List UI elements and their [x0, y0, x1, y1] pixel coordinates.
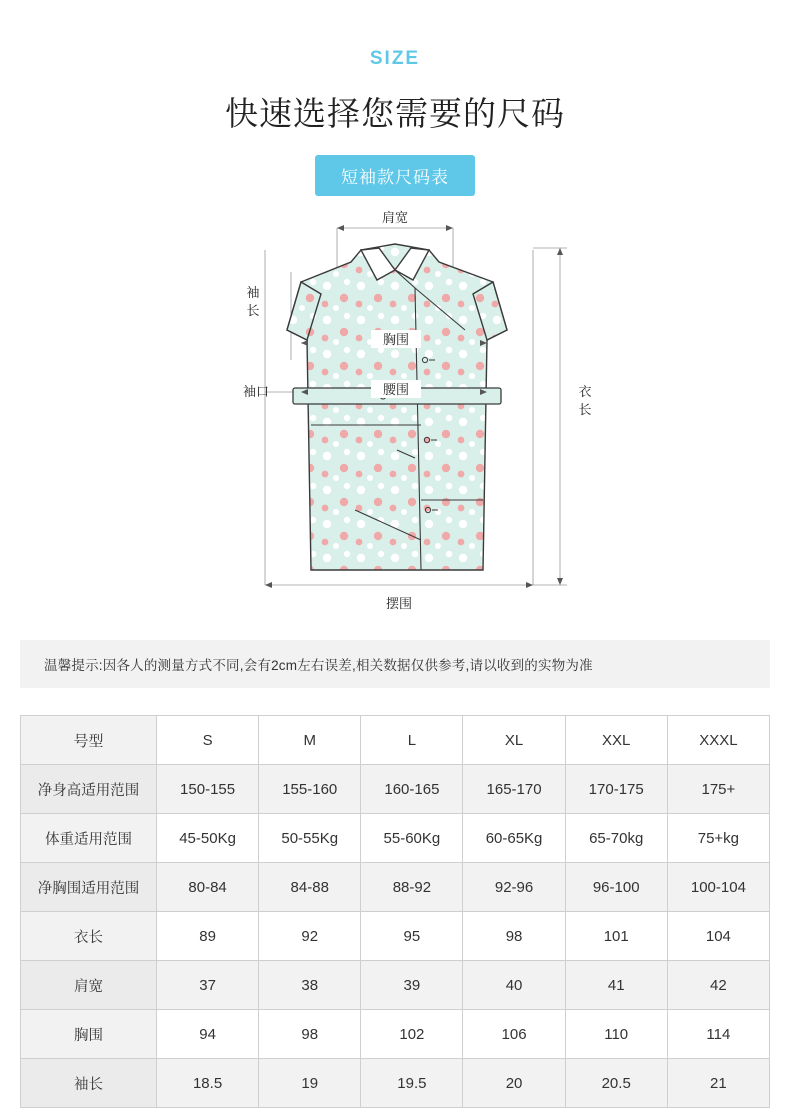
table-cell: 37: [157, 961, 259, 1010]
table-cell: 21: [667, 1059, 769, 1108]
table-cell: 155-160: [259, 765, 361, 814]
table-cell: 102: [361, 1010, 463, 1059]
table-row-label: 袖长: [21, 1059, 157, 1108]
table-row: [21, 912, 770, 961]
label-bust: 胸围: [382, 332, 410, 347]
table-row-label: 净胸围适用范围: [21, 863, 157, 912]
table-cell: 150-155: [157, 765, 259, 814]
tip-text: 温馨提示:因各人的测量方式不同,会有2cm左右误差,相关数据仅供参考,请以收到的实物为准: [44, 658, 593, 673]
label-sleeve-2: 长: [246, 303, 260, 318]
table-cell: 165-170: [463, 765, 565, 814]
table-header-cell-size: M: [259, 716, 361, 765]
table-cell: 40: [463, 961, 565, 1010]
label-hem: 摆围: [385, 596, 413, 611]
table-cell: 75+kg: [667, 814, 769, 863]
table-cell: 42: [667, 961, 769, 1010]
table-cell: 65-70kg: [565, 814, 667, 863]
label-shoulder: 肩宽: [381, 210, 409, 225]
label-cuff: 袖口: [242, 384, 270, 399]
table-cell: 55-60Kg: [361, 814, 463, 863]
table-cell: 98: [463, 912, 565, 961]
table-cell: 98: [259, 1010, 361, 1059]
garment-illustration: [115, 210, 675, 630]
table-cell: 19: [259, 1059, 361, 1108]
table-cell: 160-165: [361, 765, 463, 814]
table-header-cell-type: 号型: [21, 716, 157, 765]
table-cell: 20.5: [565, 1059, 667, 1108]
table-cell: 106: [463, 1010, 565, 1059]
subtitle-pill: 短袖款尺码表: [315, 155, 475, 196]
table-row: [21, 765, 770, 814]
table-row: [21, 1010, 770, 1059]
table-row: [21, 863, 770, 912]
table-cell: 175+: [667, 765, 769, 814]
table-row-label: 净身高适用范围: [21, 765, 157, 814]
table-row: [21, 961, 770, 1010]
table-cell: 95: [361, 912, 463, 961]
table-cell: 18.5: [157, 1059, 259, 1108]
table-header-cell-size: XL: [463, 716, 565, 765]
garment-diagram: [0, 210, 790, 630]
table-cell: 110: [565, 1010, 667, 1059]
table-cell: 50-55Kg: [259, 814, 361, 863]
page-header: [0, 0, 790, 196]
table-row-label: 胸围: [21, 1010, 157, 1059]
table-cell: 170-175: [565, 765, 667, 814]
table-cell: 19.5: [361, 1059, 463, 1108]
table-cell: 20: [463, 1059, 565, 1108]
label-garment-length-1: 衣: [578, 384, 592, 399]
table-row-label: 体重适用范围: [21, 814, 157, 863]
table-cell: 104: [667, 912, 769, 961]
table-cell: 101: [565, 912, 667, 961]
table-cell: 114: [667, 1010, 769, 1059]
label-garment-length-2: 长: [578, 402, 592, 417]
table-header-cell-size: L: [361, 716, 463, 765]
table-cell: 45-50Kg: [157, 814, 259, 863]
table-cell: 84-88: [259, 863, 361, 912]
table-cell: 89: [157, 912, 259, 961]
tip-bar: [20, 640, 770, 688]
table-header-row: [21, 716, 770, 765]
table-header-cell-size: S: [157, 716, 259, 765]
table-cell: 60-65Kg: [463, 814, 565, 863]
table-row-label: 衣长: [21, 912, 157, 961]
table-cell: 92: [259, 912, 361, 961]
label-sleeve-1: 袖: [246, 285, 260, 300]
table-cell: 41: [565, 961, 667, 1010]
table-row: [21, 814, 770, 863]
label-waist: 腰围: [382, 382, 410, 397]
table-row: [21, 1059, 770, 1108]
table-cell: 80-84: [157, 863, 259, 912]
table-header-cell-size: XXXL: [667, 716, 769, 765]
table-row-label: 肩宽: [21, 961, 157, 1010]
table-cell: 92-96: [463, 863, 565, 912]
page-title: 快速选择您需要的尺码: [225, 95, 565, 132]
size-table: [20, 715, 770, 1108]
table-cell: 39: [361, 961, 463, 1010]
table-header-cell-size: XXL: [565, 716, 667, 765]
table-cell: 88-92: [361, 863, 463, 912]
table-cell: 100-104: [667, 863, 769, 912]
table-cell: 38: [259, 961, 361, 1010]
eyebrow-text: SIZE: [369, 48, 421, 69]
table-cell: 94: [157, 1010, 259, 1059]
table-cell: 96-100: [565, 863, 667, 912]
